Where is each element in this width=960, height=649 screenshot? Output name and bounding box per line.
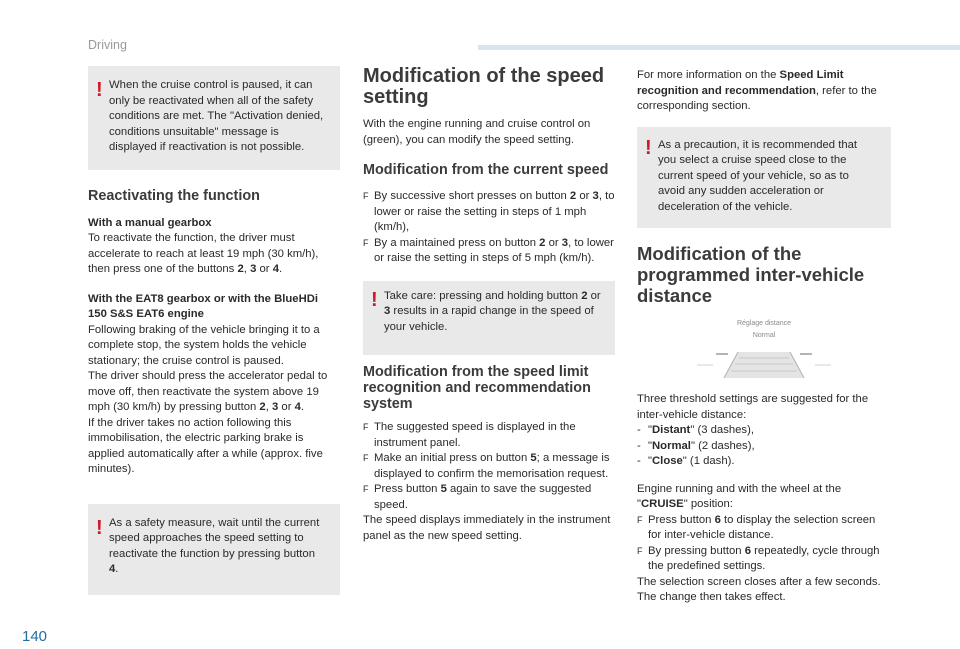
warning-text: When the cruise control is paused, it can only be reactivated when all of the safety conditions are met. The "Activation denied, conditions unsuitable" message is displayed if reactivation is not possible. [109, 79, 324, 153]
thresholds-intro: Three threshold settings are suggested for the inter-vehicle distance: [637, 393, 869, 421]
page-number: 140 [22, 628, 48, 645]
dash-mark: - [637, 439, 641, 452]
warning-box-safety [88, 504, 340, 595]
bullet-icon: F [363, 191, 369, 201]
closing-text-2: The change then takes effect. [637, 591, 786, 603]
heading-programmed-distance: Modification of the programmed inter-vehicle distance [637, 243, 865, 306]
dash-mark: - [637, 424, 641, 436]
closing-text: The speed displays immediately in the instrument panel as the new speed setting. [363, 514, 611, 542]
list-item: F Press button 6 to display the selection screen for inter-vehicle distance. [637, 513, 876, 541]
warning-icon: ! [96, 516, 103, 539]
list-item: F By a maintained press on button 2 or 3, to lower or raise the setting in steps of 5 mph (km/h). [363, 236, 614, 264]
intro-text: With the engine running and cruise control on (green), you can modify the speed setting. [363, 118, 591, 146]
manual-gearbox-text: To reactivate the function, the driver must accelerate to reach at least 19 mph (30 km/h), then press one of the buttons 2, 3 or 4. [88, 232, 319, 275]
column-3 [637, 68, 891, 606]
list-item: F By successive short presses on button 2 or 3, to lower or raise the setting in steps of 1 mph (km/h), [363, 190, 615, 233]
bullet-icon: F [637, 545, 643, 556]
list-item: F By pressing button 6 repeatedly, cycle through the predefined settings. [637, 544, 880, 572]
bullet-icon: F [363, 422, 369, 432]
heading-modification-speed: Modification of the speed setting [363, 65, 605, 108]
warning-text: As a safety measure, wait until the current speed approaches the speed setting to reactivate the function by pressing button 4. [109, 516, 320, 575]
list-item: F Make an initial press on button 5; a message is displayed to confirm the memorisation request. [363, 452, 610, 480]
eat8-text-3: If the driver takes no action following this immobilisation, the electric parking brake is applied automatically after a while (approx. five minutes). [88, 416, 323, 475]
column-2 [363, 66, 615, 544]
warning-text: Take care: pressing and holding button 2 or 3 results in a rapid change in the speed of your vehicle. [384, 289, 601, 333]
road-illustration [697, 352, 831, 378]
header-bar [478, 45, 960, 50]
bullet-icon: F [363, 484, 369, 494]
threshold-item: - "Distant" (3 dashes), [637, 423, 891, 439]
header-label: Driving [88, 38, 127, 52]
heading-reactivating: Reactivating the function [88, 187, 260, 204]
more-info-text: For more information on the Speed Limit recognition and recommendation, refer to the corresponding section. [637, 69, 877, 112]
heading-current-speed: Modification from the current speed [363, 162, 609, 178]
threshold-item: - "Close" (1 dash). [637, 454, 891, 470]
list-item: F Press button 5 again to save the suggested speed. [363, 483, 592, 511]
closing-text-1: The selection screen closes after a few seconds. [637, 575, 881, 588]
figure-value: Normal [752, 332, 776, 339]
manual-gearbox-title: With a manual gearbox [88, 216, 212, 229]
distance-figure [637, 316, 891, 384]
warning-icon: ! [645, 136, 652, 159]
dash-mark: - [637, 455, 641, 467]
threshold-item: - "Normal" (2 dashes), [637, 439, 891, 455]
bullet-icon: F [637, 514, 643, 525]
bullet-icon: F [363, 237, 369, 248]
warning-box-paused [88, 66, 340, 170]
warning-text: As a precaution, it is recommended that you select a cruise speed close to the current speed of your vehicle, so as to avoid any sudden acceleration or deceleration of the vehicle. [658, 138, 858, 213]
warning-icon: ! [96, 79, 103, 101]
warning-box-precaution [637, 127, 891, 229]
heading-speed-limit: Modification from the speed limit recognition and recommendation system [363, 364, 591, 412]
eat8-title: With the EAT8 gearbox or with the BlueHDi 150 S&S EAT6 engine [88, 292, 319, 320]
list-item: F The suggested speed is displayed in the instrument panel. [363, 421, 576, 449]
eat8-text-2: The driver should press the accelerator pedal to move off, then reactivate the system above 19 mph (30 km/h) by pressing button 2, 3 or 4. [88, 370, 328, 413]
engine-text: Engine running and with the wheel at the "CRUISE" position: [637, 482, 842, 510]
figure-title: Réglage distance [736, 320, 792, 327]
column-1 [88, 66, 340, 595]
warning-icon: ! [371, 288, 378, 311]
bullet-icon: F [363, 453, 369, 463]
warning-box-care [363, 281, 615, 356]
eat8-text-1: Following braking of the vehicle bringing it to a complete stop, the system holds the vehicle stationary; the cruise control is paused. [88, 323, 320, 367]
